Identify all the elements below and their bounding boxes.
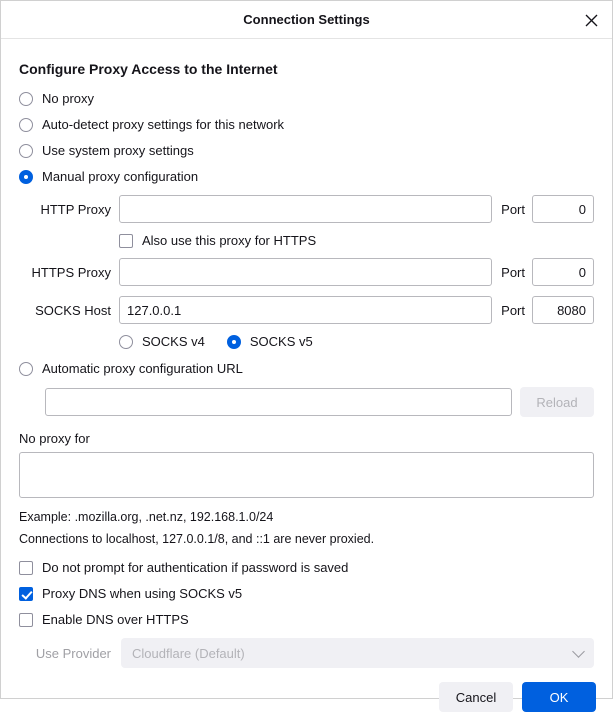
- https-proxy-input[interactable]: [119, 258, 492, 286]
- radio-icon-auto-detect: [19, 118, 33, 132]
- radio-icon-system-proxy: [19, 144, 33, 158]
- ok-button[interactable]: OK: [522, 682, 596, 712]
- no-proxy-note: Connections to localhost, 127.0.0.1/8, and ::1 are never proxied.: [19, 532, 375, 546]
- radio-pac-url[interactable]: [19, 361, 594, 376]
- pac-url-input[interactable]: [45, 388, 512, 416]
- label-proxy-dns: Proxy DNS when using SOCKS v5: [42, 586, 243, 601]
- checkbox-doh[interactable]: [19, 613, 33, 627]
- label-doh: Enable DNS over HTTPS: [42, 612, 189, 627]
- also-https-row[interactable]: [119, 233, 594, 248]
- radio-label-pac-url: Automatic proxy configuration URL: [42, 361, 243, 376]
- pac-url-row: [45, 387, 594, 417]
- https-port-input[interactable]: [532, 258, 594, 286]
- dialog-title: Connection Settings: [243, 12, 370, 27]
- radio-socks-v5[interactable]: [227, 334, 313, 349]
- no-proxy-for-textarea[interactable]: [19, 452, 594, 498]
- dialog-footer: [1, 668, 612, 726]
- radio-label-no-proxy: No proxy: [42, 91, 95, 106]
- radio-manual-proxy[interactable]: [19, 169, 594, 184]
- cancel-button[interactable]: Cancel: [439, 682, 513, 712]
- http-proxy-label: HTTP Proxy: [40, 201, 111, 217]
- option-proxy-dns[interactable]: [19, 586, 594, 601]
- radio-label-auto-detect: Auto-detect proxy settings for this network: [42, 117, 285, 132]
- section-heading: Configure Proxy Access to the Internet: [19, 61, 278, 77]
- radio-label-socks-v4: SOCKS v4: [142, 334, 205, 349]
- checkbox-no-auth-prompt[interactable]: [19, 561, 33, 575]
- radio-icon-no-proxy: [19, 92, 33, 106]
- chevron-down-icon: [572, 645, 585, 658]
- also-https-label: Also use this proxy for HTTPS: [142, 233, 317, 248]
- radio-icon-socks-v5: [227, 335, 241, 349]
- http-port-input[interactable]: [532, 195, 594, 223]
- radio-icon-pac-url: [19, 362, 33, 376]
- provider-row: [19, 638, 594, 668]
- http-port-label: Port: [501, 201, 525, 217]
- no-proxy-example: Example: .mozilla.org, .net.nz, 192.168.1.0/24: [19, 510, 274, 524]
- https-port-label: Port: [501, 264, 525, 280]
- checkbox-proxy-dns[interactable]: [19, 587, 33, 601]
- socks-port-input[interactable]: [532, 296, 594, 324]
- close-icon[interactable]: [576, 5, 606, 35]
- radio-icon-manual-proxy: [19, 170, 33, 184]
- socks-host-row: [19, 296, 594, 324]
- label-no-auth-prompt: Do not prompt for authentication if password is saved: [42, 560, 349, 575]
- dialog-titlebar: [1, 1, 612, 39]
- option-no-auth-prompt[interactable]: [19, 560, 594, 575]
- provider-label: Use Provider: [35, 645, 111, 661]
- reload-button[interactable]: Reload: [520, 387, 594, 417]
- radio-socks-v4[interactable]: [119, 334, 205, 349]
- radio-icon-socks-v4: [119, 335, 133, 349]
- radio-label-manual-proxy: Manual proxy configuration: [42, 169, 199, 184]
- provider-value: Cloudflare (Default): [132, 645, 245, 661]
- provider-select[interactable]: [121, 638, 594, 668]
- radio-label-system-proxy: Use system proxy settings: [42, 143, 194, 158]
- socks-host-input[interactable]: [119, 296, 492, 324]
- radio-no-proxy[interactable]: [19, 91, 594, 106]
- option-doh[interactable]: [19, 612, 594, 627]
- dialog-content: [1, 39, 612, 668]
- radio-system-proxy[interactable]: [19, 143, 594, 158]
- radio-auto-detect[interactable]: [19, 117, 594, 132]
- https-proxy-label: HTTPS Proxy: [31, 264, 111, 280]
- socks-version-group: [119, 334, 594, 349]
- http-proxy-row: [19, 195, 594, 223]
- http-proxy-input[interactable]: [119, 195, 492, 223]
- also-https-checkbox[interactable]: [119, 234, 133, 248]
- socks-port-label: Port: [501, 302, 525, 318]
- no-proxy-for-label: No proxy for: [19, 431, 90, 446]
- radio-label-socks-v5: SOCKS v5: [249, 334, 313, 349]
- https-proxy-row: [19, 258, 594, 286]
- socks-host-label: SOCKS Host: [35, 302, 111, 318]
